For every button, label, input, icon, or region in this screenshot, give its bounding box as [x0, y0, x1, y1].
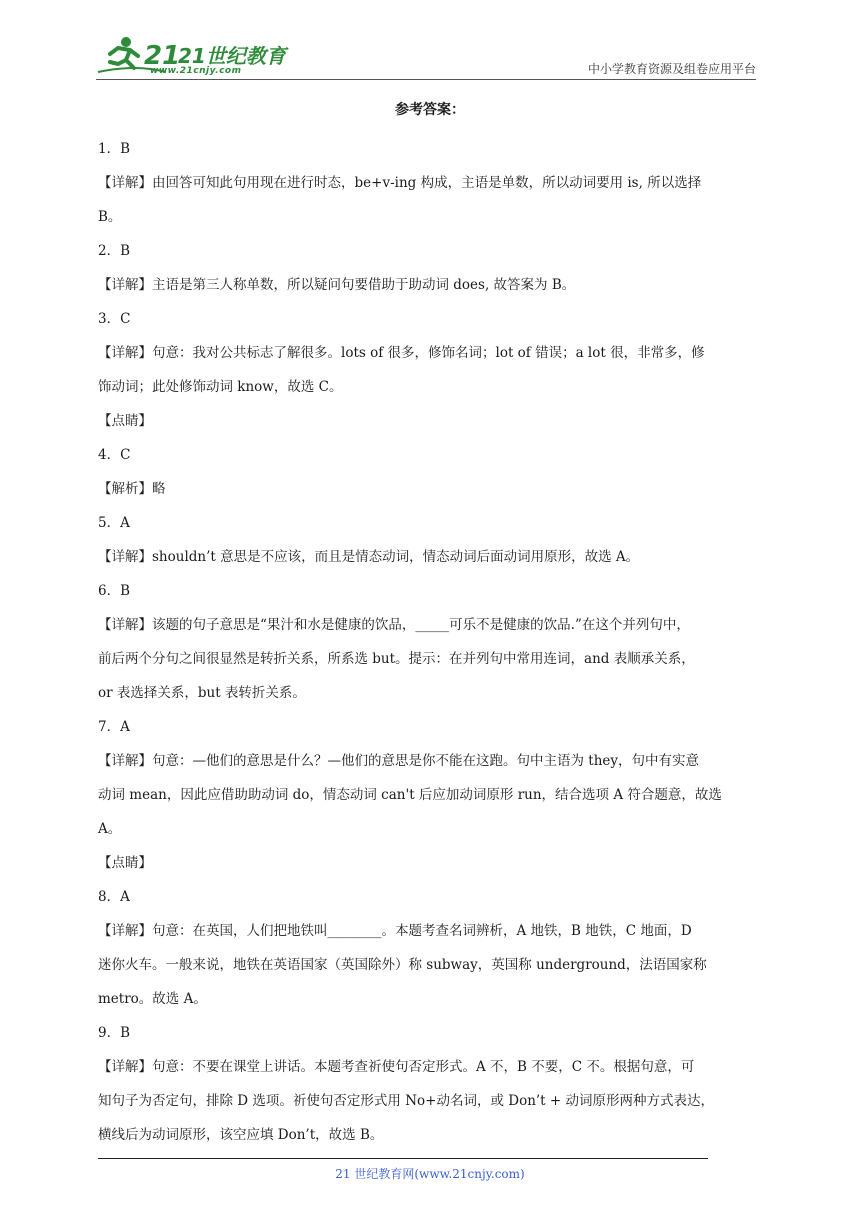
answer-line: 【详解】句意：—他们的意思是什么？—他们的意思是你不能在这跑。句中主语为 they，句中有实意 [98, 753, 700, 769]
header-platform-text: 中小学教育资源及组卷应用平台 [587, 62, 756, 76]
answer-line: 【详解】句意：我对公共标志了解很多。lots of 很多，修饰名词；lot of 错误；a lot 很，非常多，修 [98, 345, 705, 361]
answer-line: 8．A [98, 889, 130, 905]
answer-line: 3．C [98, 311, 131, 327]
answer-line: 7．A [98, 719, 130, 735]
answer-line: B。 [98, 209, 122, 225]
answer-line: 1．B [98, 141, 131, 157]
answer-line: metro。故选 A。 [98, 991, 207, 1007]
answer-line: 【详解】该题的句子意思是“果汁和水是健康的饮品，_____可乐不是健康的饮品.”在这个并列句中， [98, 617, 690, 633]
footer-link[interactable]: 21 世纪教育网(www.21cnjy.com) [335, 1167, 525, 1181]
answer-line: 9．B [98, 1025, 131, 1041]
answer-line: 2．B [98, 243, 131, 259]
svg-text:21: 21 [144, 41, 181, 71]
answer-line: 【详解】主语是第三人称单数，所以疑问句要借助于助动词 does, 故答案为 B。 [98, 277, 576, 293]
answer-line: 【详解】句意：在英国，人们把地铁叫________。本题考查名词辨析，A 地铁，B 地铁，C 地面，D [98, 923, 692, 939]
answer-line: 动词 mean，因此应借助助动词 do，情态动词 can't 后应加动词原形 run，结合选项 A 符合题意，故选 [98, 787, 722, 803]
page-title: 参考答案： [395, 102, 465, 118]
answer-line: 【详解】shouldn’t 意思是不应该，而且是情态动词，情态动词后面动词用原形，故选 A。 [98, 549, 640, 565]
answer-line: 【详解】由回答可知此句用现在进行时态，be+v-ing 构成，主语是单数，所以动词要用 is, 所以选择 [98, 175, 702, 191]
answer-lines [98, 132, 762, 1152]
answer-line: 迷你火车。一般来说，地铁在英语国家（英国除外）称 subway，英国称 underground，法语国家称 [98, 957, 707, 973]
answer-line: 6．B [98, 583, 131, 599]
answer-line: 【详解】句意：不要在课堂上讲话。本题考查祈使句否定形式。A 不，B 不要，C 不。根据句意，可 [98, 1059, 695, 1075]
answer-line: 【点睛】 [98, 855, 152, 871]
answer-line: 【解析】略 [98, 481, 166, 497]
answer-line: 4．C [98, 447, 131, 463]
answer-line: 横线后为动词原形，该空应填 Don’t，故选 B。 [98, 1127, 384, 1143]
answer-line: 知句子为否定句，排除 D 选项。祈使句否定形式用 No+动名词，或 Don’t + 动词原形两种方式表达， [98, 1093, 714, 1109]
answer-line: 前后两个分句之间很显然是转折关系，所系选 but。提示：在并列句中常用连词，and 表顺承关系， [98, 651, 695, 667]
logo-url: www.21cnjy.com [150, 66, 242, 76]
answer-line: or 表选择关系，but 表转折关系。 [98, 685, 306, 701]
answer-line: 饰动词；此处修饰动词 know，故选 C。 [98, 379, 343, 395]
footer-divider [98, 1158, 708, 1159]
answer-line: A。 [98, 821, 122, 837]
header-divider [96, 79, 756, 80]
logo-text: 21世纪教育 [178, 44, 286, 68]
answer-content [98, 98, 762, 1152]
answer-line: 5．A [98, 515, 130, 531]
page-header [0, 0, 860, 90]
answer-line: 【点睛】 [98, 413, 152, 429]
site-logo[interactable] [96, 34, 286, 80]
